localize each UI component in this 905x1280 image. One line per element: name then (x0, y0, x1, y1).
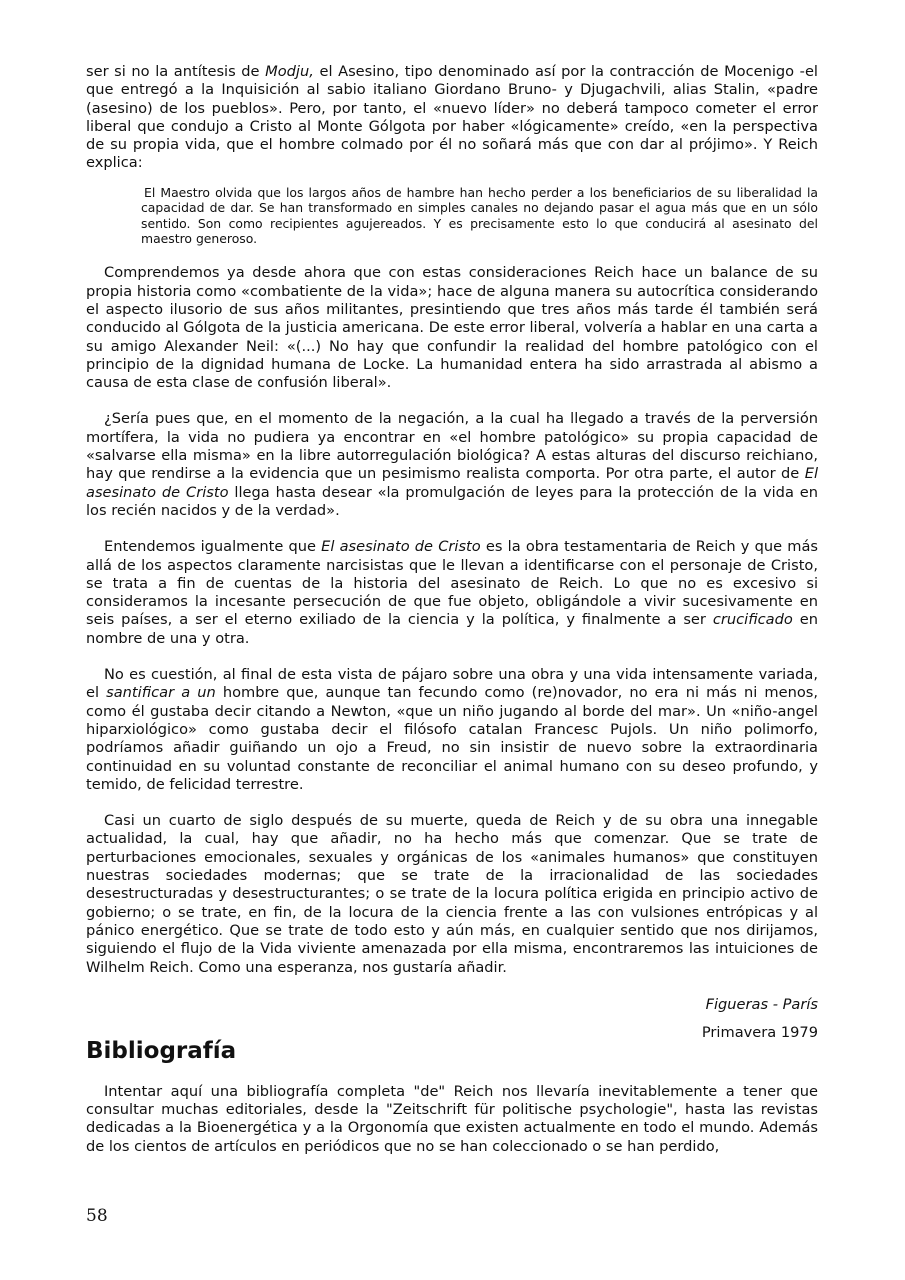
italic-term: santificar a un (106, 684, 216, 702)
signature-place: Figueras - París (705, 995, 818, 1013)
paragraph: Casi un cuarto de siglo después de su muerte, queda de Reich y de su obra una innegable actualidad, la cual, hay que añadir, no ha hecho más que comenzar. Que se trate de perturbaciones emocionales, sexuales y orgánicas de los «animales humanos» que constituyen nuestras sociedades modernas; que se trate de la irracionalidad de las sociedades desestructuradas y desestructurantes; o se trate de la locura política erigida en principio activo de gobierno; o se trate, en fin, de la locura de la ciencia frente a las con vulsiones entrópicas y al pánico energético. Que se trate de todo esto y aún más, en cualquier sentido que nos dirijamos, siguiendo el flujo de la Vida viviente amenazada por ella misma, encontraremos las intuiciones de Wilhelm Reich. Como una esperanza, nos gustaría añadir. (86, 812, 818, 976)
paragraph: No es cuestión, al final de esta vista de pájaro sobre una obra y una vida intensamente variada, el santificar a un hombre que, aunque tan fecundo como (re)novador, no era ni más ni menos, como él gustaba decir citando a Newton, «que un niño jugando al borde del mar». Un «niño-angel hiparxiológico» como gustaba decir el filósofo catalan Francesc Pujols. Un niño polimorfo, podríamos añadir guiñando un ojo a Freud, no sin insistir de nuevo sobre la extraordinaria continuidad en su voluntad constante de reconciliar el animal humano con su deseo profundo, y temido, de felicidad terrestre. (86, 666, 818, 793)
block-quote: El Maestro olvida que los largos años de hambre han hecho perder a los beneficiarios de su liberalidad la capacidad de dar. Se han transformado en simples canales no dejando pasar el agua más que en un sólo sentido. Son como recipientes agujereados. Y es precisamente esto lo que conducirá al asesinato del maestro generoso. (141, 184, 818, 246)
paragraph: Intentar aquí una bibliografía completa "de" Reich nos llevaría inevitablemente a tener que consultar muchas editoriales, desde la "Zeitschrift für politische psychologie", hasta las revistas dedicadas a la Bioenergética y a la Orgonomía que existen actualmente en todo el mundo. Además de los cientos de artículos en periódicos que no se han coleccionado o se han perdido, (86, 1082, 818, 1155)
signature-date: Primavera 1979 (701, 1023, 818, 1041)
paragraph: Entendemos igualmente que El asesinato de Cristo es la obra testamentaria de Reich y que más allá de los aspectos claramente narcisistas que le llevan a identificarse con el personaje de Cristo, se trata a fin de cuentas de la historia del asesinato de Reich. Lo que no es excesivo si consideramos la incesante persecución de que fue objeto, obligándole a vivir sucesivamente en seis países, a ser el eterno exiliado de la ciencia y la política, y finalmente a ser crucificado en nombre de una y otra. (86, 538, 819, 647)
page-number: 58 (86, 1206, 108, 1226)
paragraph: ser si no la antítesis de Modju, el Asesino, tipo denominado así por la contracción de Mocenigo -el que entregó a la Inquisición al sabio italiano Giordano Bruno- y Djugachvili, alias Stalin, «padre (asesino) de los pueblos». Pero, por tanto, el «nuevo líder» no deberá tampoco cometer el error liberal que condujo a Cristo al Monte Gólgota por haber «lógicamente» creído, «en la perspectiva de su propia vida, que el hombre colmado por él no soñará más que con dar al prójimo». Y Reich explica: (86, 63, 818, 172)
italic-term: crucificado (712, 611, 793, 629)
section-heading: Bibliografía (86, 1037, 237, 1064)
paragraph: ¿Sería pues que, en el momento de la negación, a la cual ha llegado a través de la perversión mortífera, la vida no pudiera ya encontrar en «el hombre patológico» su propia capacidad de «salvarse ella misma» en la libre autorregulación biológica? A estas alturas del discurso reichiano, hay que rendirse a la evidencia que un pesimismo realista comporta. Por otra parte, el autor de El asesinato de Cristo llega hasta desear «la promulgación de leyes para la protección de la vida en los recién nacidos y de la verdad». (86, 410, 819, 519)
paragraph: Comprendemos ya desde ahora que con estas consideraciones Reich hace un balance de su propia historia como «combatiente de la vida»; hace de alguna manera su autocrítica considerando el aspecto ilusorio de sus años militantes, presintiendo que tres años más tarde él también será conducido al Gólgota de la justicia americana. De este error liberal, volvería a hablar en una carta a su amigo Alexander Neil: «(...) No hay que confundir la realidad del hombre patológico con el principio de la dignidad humana de Locke. La humanidad entera ha sido arrastrada al abismo a causa de esta clase de confusión liberal». (86, 264, 818, 392)
book-title: El asesinato de Cristo (321, 538, 481, 556)
italic-term: Modju, (265, 63, 314, 80)
book-title: El asesinato de Cristo (86, 465, 818, 501)
page-body (86, 63, 818, 1174)
